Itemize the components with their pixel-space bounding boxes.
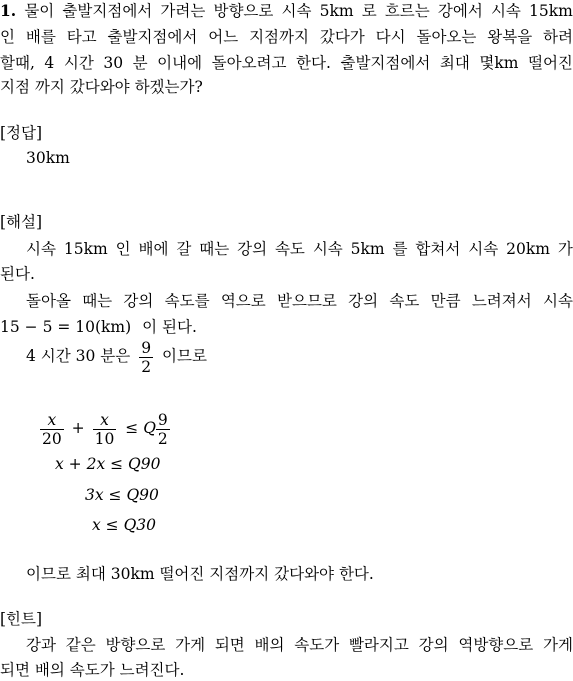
word: 강과 xyxy=(26,636,56,654)
word: 출발지점에서 xyxy=(340,54,431,72)
word: 15km xyxy=(63,240,108,258)
math-expression: 15 − 5 = 10(km) xyxy=(0,318,132,336)
word: 때는 xyxy=(82,292,113,310)
word: 방향으로 xyxy=(213,2,274,20)
word: 15km xyxy=(529,2,573,20)
fraction-nine-halves xyxy=(156,411,170,448)
word: 돌아오려고 xyxy=(211,54,287,72)
word: 어느 xyxy=(208,28,239,46)
explanation-p1-line-2: 된다. xyxy=(0,265,35,283)
fraction-denominator: 10 xyxy=(94,429,115,448)
word: 30 xyxy=(103,54,124,72)
word: 강의 xyxy=(237,240,268,258)
word: 시속 xyxy=(543,292,573,310)
word: 갈 xyxy=(176,240,192,258)
fraction-numerator: x xyxy=(47,410,57,429)
word: 강의 xyxy=(418,636,449,654)
fraction-denominator: 2 xyxy=(157,429,168,448)
fraction-numerator: 9 xyxy=(157,410,168,429)
explanation-p2-line-2 xyxy=(0,316,197,338)
word: 속도 xyxy=(274,240,305,258)
word: 출발지점에서 xyxy=(107,28,198,46)
word: 가게 xyxy=(175,636,206,654)
word: 왕복을 xyxy=(487,28,533,46)
word: 배의 xyxy=(254,636,285,654)
word: 시간 xyxy=(63,54,94,72)
word: 시속 xyxy=(312,240,343,258)
word: 속도 xyxy=(389,292,420,310)
word: 시속 xyxy=(26,240,56,258)
word: 시속 xyxy=(490,2,521,20)
word: 느려져서 xyxy=(471,292,532,310)
word: 같은 xyxy=(65,636,96,654)
word: 합쳐서 xyxy=(415,240,461,258)
hint-heading: [힌트] xyxy=(0,610,43,628)
word: 받으므로 xyxy=(277,292,337,310)
word: 분 xyxy=(132,54,148,72)
text: 4 시간 30 분은 xyxy=(26,347,131,365)
hint-line-1 xyxy=(26,634,573,656)
equation-4: x ≤ Q30 xyxy=(92,516,157,534)
hint-line-2: 되면 배의 속도가 느려진다. xyxy=(0,661,185,679)
word: 이내에 xyxy=(157,54,203,72)
word: 타고 xyxy=(66,28,97,46)
explanation-p3 xyxy=(26,336,207,376)
fraction-x-over-10 xyxy=(93,411,117,448)
word: 20km xyxy=(506,240,550,258)
question-line-1 xyxy=(0,0,573,22)
answer-heading: [정답] xyxy=(0,124,43,142)
plus-sign: + xyxy=(71,419,85,437)
equation-3: 3x ≤ Q90 xyxy=(85,486,159,504)
fraction-numerator: 9 xyxy=(141,338,152,357)
explanation-heading: [해설] xyxy=(0,213,43,231)
word: 배를 xyxy=(25,28,56,46)
word: 한다. xyxy=(296,54,331,72)
word: 하려 xyxy=(543,28,573,46)
word: 최대 xyxy=(439,54,470,72)
explanation-p2-line-1 xyxy=(26,290,573,312)
word: 할때, xyxy=(0,54,35,72)
word: 속도를 xyxy=(164,292,210,310)
explanation-conclusion: 이므로 최대 30km 떨어진 지점까지 갔다와야 한다. xyxy=(26,565,374,583)
word: 시속 xyxy=(281,2,312,20)
word: 때는 xyxy=(199,240,230,258)
word: 돌아올 xyxy=(26,292,71,310)
relation: ≤ Q xyxy=(125,419,156,437)
word: 5km xyxy=(350,240,385,258)
fraction-x-over-20 xyxy=(40,411,64,448)
word: 지점까지 xyxy=(249,28,309,46)
word: 출발지점에서 xyxy=(62,2,153,20)
word: 인 xyxy=(115,240,131,258)
word: 시속 xyxy=(468,240,499,258)
equation-1 xyxy=(40,406,170,450)
word: 되면 xyxy=(214,636,245,654)
word: 가게 xyxy=(542,636,573,654)
word: 역으로 xyxy=(220,292,266,310)
word: 몇km xyxy=(479,54,519,72)
text: 이므로 xyxy=(162,347,207,365)
word: 역방향으로 xyxy=(458,636,534,654)
word: 배에 xyxy=(138,240,169,258)
word: 가려는 xyxy=(160,2,206,20)
explanation-p1-line-1 xyxy=(26,238,573,260)
word: 돌아오는 xyxy=(416,28,477,46)
fraction-numerator: x xyxy=(100,410,109,429)
word: 를 xyxy=(392,240,408,258)
fraction-nine-halves xyxy=(139,339,153,376)
word: 속도가 xyxy=(294,636,340,654)
word: 강에서 xyxy=(437,2,483,20)
word: 강의 xyxy=(123,292,154,310)
word: 4 xyxy=(44,54,55,72)
word: 떨어진 xyxy=(527,54,573,72)
question-number: 1. xyxy=(0,1,17,20)
word: 방향으로 xyxy=(105,636,166,654)
word: 인 xyxy=(0,28,15,46)
word: 5km xyxy=(319,2,354,20)
word: 흐르는 xyxy=(384,2,430,20)
question-line-2 xyxy=(0,26,573,48)
equation-2: x + 2x ≤ Q90 xyxy=(55,455,161,473)
question-line-3 xyxy=(0,52,573,74)
text: 이 된다. xyxy=(142,318,197,336)
word: 로 xyxy=(361,2,377,20)
word: 갔다가 xyxy=(319,28,365,46)
word: 강의 xyxy=(348,292,379,310)
word: 만큼 xyxy=(430,292,461,310)
answer-value: 30km xyxy=(26,149,70,167)
fraction-denominator: 2 xyxy=(141,357,152,376)
word: 가 xyxy=(557,240,573,258)
word: 다시 xyxy=(375,28,406,46)
word: 물이 xyxy=(24,2,55,20)
question-line-4: 지점 까지 갔다와야 하겠는가? xyxy=(0,78,203,96)
fraction-denominator: 20 xyxy=(42,429,62,448)
word: 빨라지고 xyxy=(348,636,409,654)
